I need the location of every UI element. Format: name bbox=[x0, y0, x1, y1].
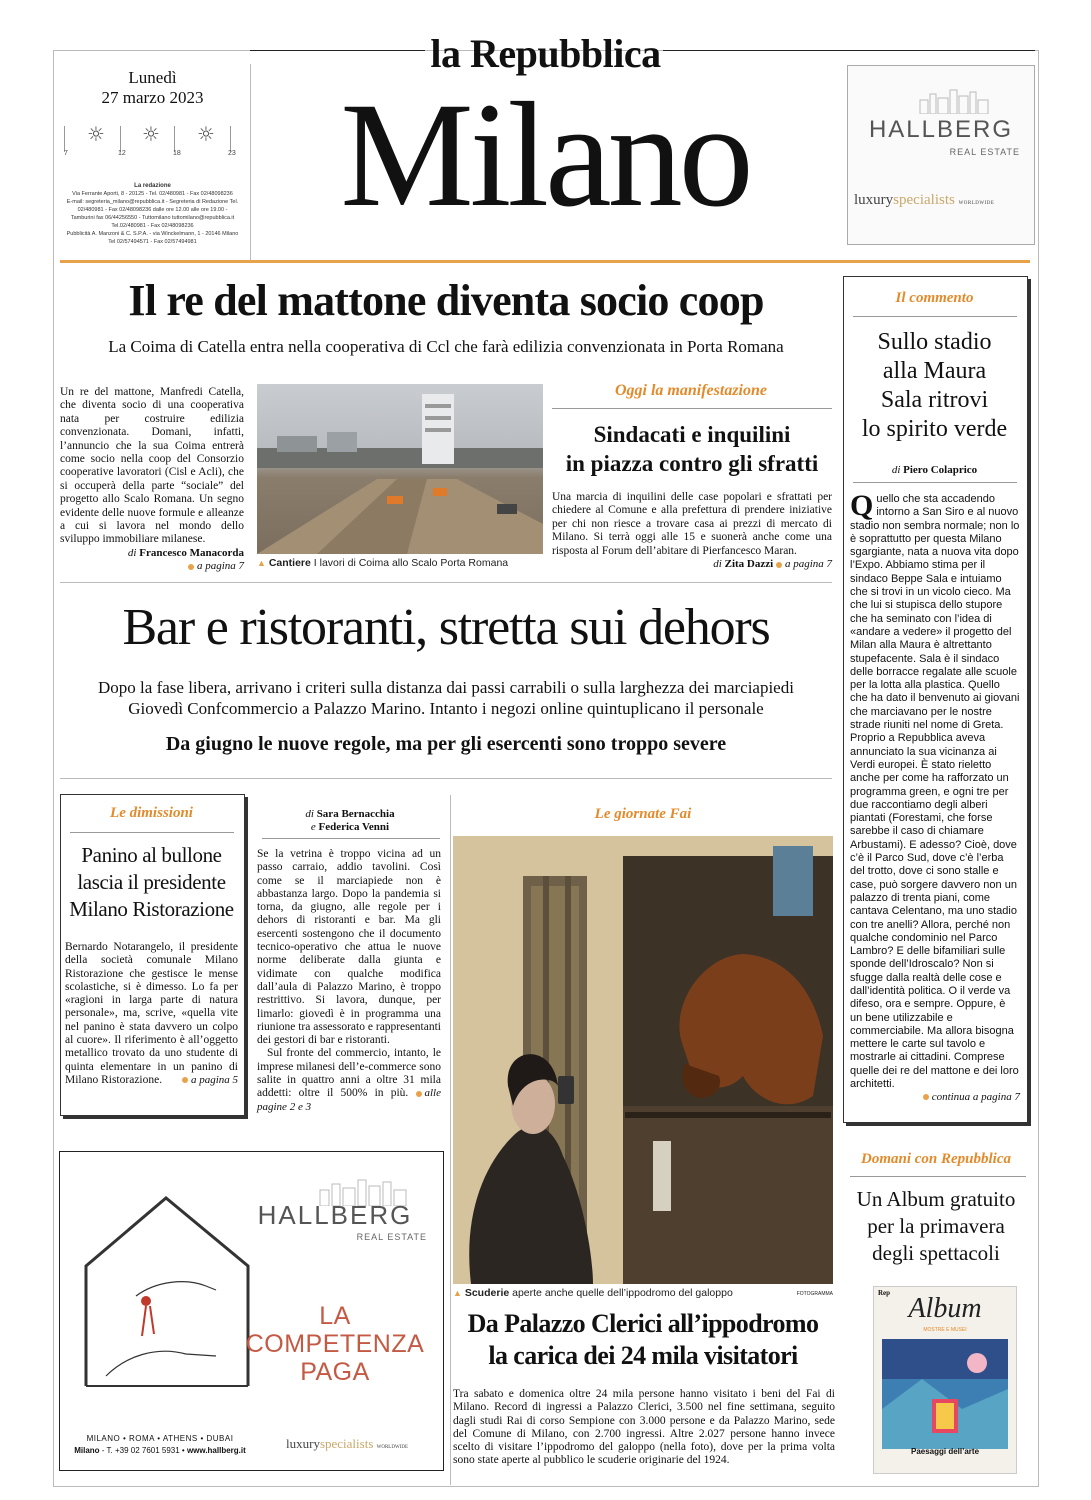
horse-stable-illustration bbox=[453, 836, 833, 1284]
kicker-rule bbox=[552, 408, 832, 409]
contact-city: Milano bbox=[74, 1446, 100, 1455]
lead-page-ref[interactable]: a pagina 7 bbox=[196, 560, 244, 573]
weather-temp: 12 bbox=[118, 150, 126, 157]
manif-page-ref[interactable]: a pagina 7 bbox=[784, 558, 832, 571]
dimissioni-text: Bernardo Notarangelo, il presidente della società comunale Milano Ristorazione che gestisce le mense scolastiche, si è dimesso. Lo fa per «ragioni in larga parte di natura personale», ma, scrive, «quella vite nel panino è stata davvero un colpo al cuore». Il riferimento è all’oggetto metallico trovato da uno studente di quinta elementare in un panino di Milano Ristorazione. bbox=[65, 941, 238, 1086]
manif-kicker: Oggi la manifestazione bbox=[614, 382, 767, 399]
tag-a: luxury bbox=[286, 1436, 320, 1451]
cover-foot: Paesaggi dell’arte bbox=[910, 1447, 980, 1456]
caption-bold: Scuderie bbox=[464, 1287, 510, 1299]
contact-phone: - T. +39 02 7601 5931 • bbox=[99, 1446, 187, 1455]
domani-kicker: Domani con Repubblica bbox=[860, 1151, 1011, 1167]
skyline-icon bbox=[916, 88, 996, 114]
orange-divider bbox=[60, 260, 1030, 263]
ad-slogan bbox=[230, 1302, 440, 1386]
contact-line: Tamburini fax 06/44256550 - Tuttomilano tuttomilano@repubblica.it bbox=[70, 215, 235, 221]
section-rule bbox=[60, 582, 832, 583]
manif-headline[interactable] bbox=[548, 420, 836, 478]
deck-line: Giovedì Confcommercio a Palazzo Marino. Intanto i negozi online quintuplicano il personale bbox=[128, 699, 764, 718]
fai-headline[interactable] bbox=[450, 1308, 836, 1372]
slogan-line: PAGA bbox=[300, 1358, 370, 1386]
caption-bold: Cantiere bbox=[268, 557, 311, 569]
manif-author: Zita Dazzi bbox=[724, 558, 774, 571]
commento-byline bbox=[843, 464, 1026, 476]
editorial-contacts bbox=[60, 182, 245, 246]
redazione-title: La redazione bbox=[134, 183, 171, 189]
ad-contact bbox=[60, 1446, 260, 1455]
contact-line: Tel.02/480981 - Fax 02/48098236 bbox=[111, 223, 194, 229]
date: 27 marzo 2023 bbox=[101, 88, 204, 107]
dehors-text-2: Sul fronte del commercio, intanto, le imprese milanesi dell’e-commerce sono salite in quattro anni a oltre 31 mila addetti: oltre il 500% in più. bbox=[257, 1047, 441, 1100]
ad-subtitle: REAL ESTATE bbox=[356, 1232, 427, 1242]
photo-credit: FOTOGRAMMA bbox=[796, 1291, 833, 1297]
ad-cities: MILANO • ROMA • ATHENS • DUBAI bbox=[86, 1434, 234, 1443]
commento-headline[interactable] bbox=[843, 328, 1026, 444]
byline-rule bbox=[853, 482, 1017, 483]
tag-a: luxury bbox=[854, 192, 894, 208]
dimissioni-body bbox=[65, 941, 238, 1087]
kicker-rule bbox=[853, 316, 1017, 317]
fai-photo-caption: ▲ Scuderie aperte anche quelle dell’ippodromo del galoppo FOTOGRAMMA bbox=[453, 1287, 833, 1299]
by-prefix: di bbox=[713, 558, 722, 571]
album-cover[interactable] bbox=[873, 1286, 1017, 1474]
fai-kicker: Le giornate Fai bbox=[594, 806, 692, 822]
ad-tagline bbox=[286, 1436, 446, 1452]
weekday: Lunedì bbox=[128, 68, 177, 87]
lead-photo-caption: ▲ Cantiere I lavori di Coima allo Scalo Porta Romana bbox=[257, 557, 509, 569]
manif-headline-line: in piazza contro gli sfratti bbox=[565, 451, 819, 476]
contact-line: Pubblicità A. Manzoni & C. S.P.A. - via Winckelmann, 1 - 20146 Milano bbox=[66, 231, 239, 237]
kicker-rule bbox=[850, 1176, 1026, 1177]
dehors-headline[interactable]: Bar e ristoranti, stretta sui dehors bbox=[122, 599, 770, 656]
dimissioni-page-ref[interactable]: a pagina 5 bbox=[190, 1073, 238, 1086]
dropcap: Q bbox=[850, 489, 874, 522]
headline-line: alla Maura bbox=[882, 358, 987, 384]
commento-author: Piero Colaprico bbox=[903, 464, 978, 476]
headline-line: Sala ritrovi bbox=[880, 387, 989, 413]
ad-brand: HALLBERG bbox=[868, 116, 1014, 143]
dehors-body bbox=[257, 848, 441, 1114]
tag-c: WORLDWIDE bbox=[958, 201, 995, 206]
lead-text: Un re del mattone, Manfredi Catella, che diventa socio di una cooperativa nata per costruire edilizia convenzionata. Domani, infatti, l’annuncio che la sua Coima entrerà come socio nella coop del Consorzio cooperative lavoratori (Cisl e Acli), che si occuperà della parte “sociale” del progetto allo Scalo Romana. Un segno evidente delle nuove formule e alleanze a cui si lavora nel mondo dello sviluppo immobiliare milanese. bbox=[60, 386, 244, 546]
lead-photo bbox=[257, 384, 543, 554]
ad-website-link[interactable]: www.hallberg.it bbox=[186, 1446, 246, 1455]
weather-forecast bbox=[62, 122, 247, 162]
dehors-deck bbox=[56, 677, 836, 719]
edition-title: Milano bbox=[340, 72, 750, 238]
dehors-subhead: Da giugno le nuove regole, ma per gli esercenti sono troppo severe bbox=[165, 733, 727, 755]
slogan-line: COMPETENZA bbox=[245, 1330, 425, 1358]
cover-subtitle: MOSTRE E MUSEI bbox=[923, 1327, 967, 1333]
ad-subtitle: REAL ESTATE bbox=[949, 147, 1020, 157]
cover-title: Album bbox=[908, 1293, 982, 1324]
headline-line: la carica dei 24 mila visitatori bbox=[488, 1341, 798, 1370]
contact-line: Via Ferrante Aporti, 8 - 20125 - Tel. 02/480981 - Fax 02/48098236 bbox=[72, 191, 233, 197]
by-prefix: di bbox=[127, 546, 137, 559]
weather-temp: 23 bbox=[228, 150, 236, 157]
masthead-divider bbox=[250, 64, 251, 260]
manif-text: Una marcia di inquilini delle case popolari e sfrattati per chiedere al Comune e alla prefettura di prendere iniziative per chi non riesce a trovare casa ai prezzi di mercato di Milano. Si terrà oggi alle 15 e suonerà anche come una risposta al Forum dell’abitare di Pierfancesco Maran. bbox=[552, 491, 832, 557]
headline-line: Milano Ristorazione bbox=[69, 897, 234, 921]
dimissioni-kicker: Le dimissioni bbox=[110, 805, 193, 821]
deck-line: Dopo la fase libera, arrivano i criteri sulla distanza dai passi carrabili o sulla larghezza dei marciapiedi bbox=[98, 678, 794, 697]
cover-art bbox=[882, 1339, 1008, 1449]
commento-kicker: Il commento bbox=[895, 290, 974, 306]
hallberg-ad-bottom[interactable] bbox=[59, 1151, 444, 1471]
slogan-line: LA bbox=[319, 1302, 351, 1330]
sun-icon: ☼ bbox=[142, 122, 160, 146]
author: Sara Bernacchia bbox=[316, 808, 395, 820]
caption-text: aperte anche quelle dell’ippodromo del galoppo bbox=[512, 1287, 733, 1299]
author-join: e bbox=[310, 821, 316, 833]
lead-body bbox=[60, 386, 244, 574]
headline-line: Sullo stadio bbox=[877, 329, 992, 355]
column-rule bbox=[450, 795, 451, 1485]
tag-b: specialists bbox=[319, 1436, 374, 1451]
domani-headline[interactable] bbox=[843, 1186, 1029, 1267]
commento-body bbox=[850, 489, 1020, 1105]
headline-line: Un Album gratuito bbox=[856, 1187, 1016, 1211]
section-rule bbox=[60, 778, 832, 779]
manif-headline-line: Sindacati e inquilini bbox=[593, 422, 791, 447]
issue-date bbox=[60, 68, 245, 108]
fai-text: Tra sabato e domenica oltre 24 mila persone hanno visitato i beni del Fai di Milano. Record di ingressi a Palazzo Clerici, 3.500 nel fine settimana, seguito dagli studi Rai di corso Sempione con 3.000 persone e da Palazzo Marino, sede del Comune di Milano, con 2.700 ingressi. Altre 2.027 persone hanno invece scelto di visitare l’ippodromo del galoppo (nella foto), dove per la prima volta sono state aperte al pubblico le scuderie originarie del 1924. bbox=[453, 1388, 835, 1467]
hallberg-ad-top[interactable] bbox=[847, 65, 1035, 245]
by-prefix: di bbox=[305, 808, 314, 820]
headline-line: degli spettacoli bbox=[872, 1241, 1000, 1265]
sun-icon: ☼ bbox=[87, 122, 105, 146]
kicker-rule bbox=[70, 832, 234, 833]
weather-temp: 18 bbox=[173, 150, 181, 157]
dehors-text: Se la vetrina è troppo vicina ad un passo carraio, addio tavolini. Così come se il marciapiede non è abbastanza largo. Dopo la pandemia si torna, da giugno, alle regole per i dehors di ristoranti e bar. Ma gli esercenti sostengono che il documento tecnico-operativo che attua le nuove norme deliberate dalla giunta e vidimate con qualche modifica dall’aula di Palazzo Marino, è troppo restrittivo. Si lavora, dunque, per limarlo: giovedì è in programma una riunione tra assessorato e rappresentanti dei gestori di bar e ristoranti. bbox=[257, 848, 441, 1047]
tag-b: specialists bbox=[893, 192, 955, 208]
weather-temp: 7 bbox=[64, 150, 68, 157]
lead-deck: La Coima di Catella entra nella cooperativa di Ccl che farà edilizia convenzionata in Porta Romana bbox=[108, 337, 784, 356]
construction-site-illustration bbox=[257, 384, 543, 554]
headline-line: Panino al bullone bbox=[81, 843, 222, 867]
lead-author: Francesco Manacorda bbox=[139, 546, 244, 559]
fai-photo bbox=[453, 836, 833, 1284]
contact-line: 02/480981 - Fax 02/48098236 dalle ore 12.00 alle ore 19.00 - bbox=[77, 207, 228, 213]
dehors-byline bbox=[255, 808, 445, 834]
headline-line: lo spirito verde bbox=[861, 416, 1008, 442]
manif-body bbox=[552, 491, 832, 571]
contact-line: E-mail: segreteria_milano@repubblica.it - Segreteria di Redazione Tel. bbox=[66, 199, 239, 205]
sun-icon: ☼ bbox=[197, 122, 215, 146]
byline-rule bbox=[262, 838, 440, 839]
headline-line: lascia il presidente bbox=[77, 870, 226, 894]
by-prefix: di bbox=[891, 464, 901, 476]
tag-c: WORLDWIDE bbox=[376, 1445, 409, 1450]
headline-line: Da Palazzo Clerici all’ippodromo bbox=[467, 1309, 819, 1338]
contact-line: Tel 02/57494571 - Fax 02/57494981 bbox=[108, 239, 197, 245]
ad-brand: HALLBERG bbox=[257, 1200, 413, 1230]
commento-text: uello che sta accadendo intorno a San Siro e al nuovo stadio non sembra normale; non lo è soprattutto per questa Milano sgargiante, nata a nuova vita dopo l’Expo. Abbiamo stima per il sindaco Beppe Sala e intuiamo che si trovi in un vicolo cieco. Ma che lui si stupisca dello stupore che ha seminato con l’idea di «andare a vedere» il progetto del Milan alla Maura è altrettanto stupefacente. Sala è il sindaco delle borracce regalate alle scuole per la lotta alla plastica. Quello che ha dato il benvenuto ai giovani che marciavano per le nostre strade riuniti nel nome di Greta. Proprio a Repubblica aveva annunciato la sua vicinanza ai Verdi europei. È stato rieletto anche per come ha rafforzato un programma green, e ogni tre per due raccontiamo degli alberi piantati (Forestami, che forse sarebbe il caso di chiamare Arbustami). E adesso? Cioè, dove c’è il Parco Sud, dove c’è l’erba del trotto, dove ci sono stalle e case, può sorgere davvero non un palazzo di trenta piani, come cantava Celentano, ma uno stadio con tre anelli? Allora, perché non qualche condominio nel Parco Lambro? E delle bifamiliari sulle sponde dell’Idroscalo? Non si sfugge dalla realtà delle cose e dall’identità politica. O il verde va difeso, ora e sempre. Oppure, è un bene utilizzabile e commerciabile. Ma allora bisogna mettere le carte sul tavolo e mostrarle ai cittadini. Comprese quelle dei re del mattone e dei loro architetti. bbox=[850, 493, 1020, 1091]
dimissioni-headline[interactable] bbox=[60, 842, 243, 923]
headline-line: per la primavera bbox=[867, 1214, 1005, 1238]
fai-body bbox=[453, 1388, 835, 1468]
dehors-page-ref[interactable]: alle pagine 2 e 3 bbox=[257, 1087, 441, 1113]
lead-headline[interactable]: Il re del mattone diventa socio coop bbox=[128, 276, 764, 325]
author: Federica Venni bbox=[318, 821, 390, 833]
newspaper-brand[interactable]: la Repubblica bbox=[430, 31, 661, 76]
commento-page-ref[interactable]: continua a pagina 7 bbox=[931, 1091, 1020, 1104]
cover-top: Rep bbox=[878, 1289, 891, 1297]
ad-tagline bbox=[854, 192, 1034, 209]
caption-text: I lavori di Coima allo Scalo Porta Romana bbox=[313, 557, 509, 569]
